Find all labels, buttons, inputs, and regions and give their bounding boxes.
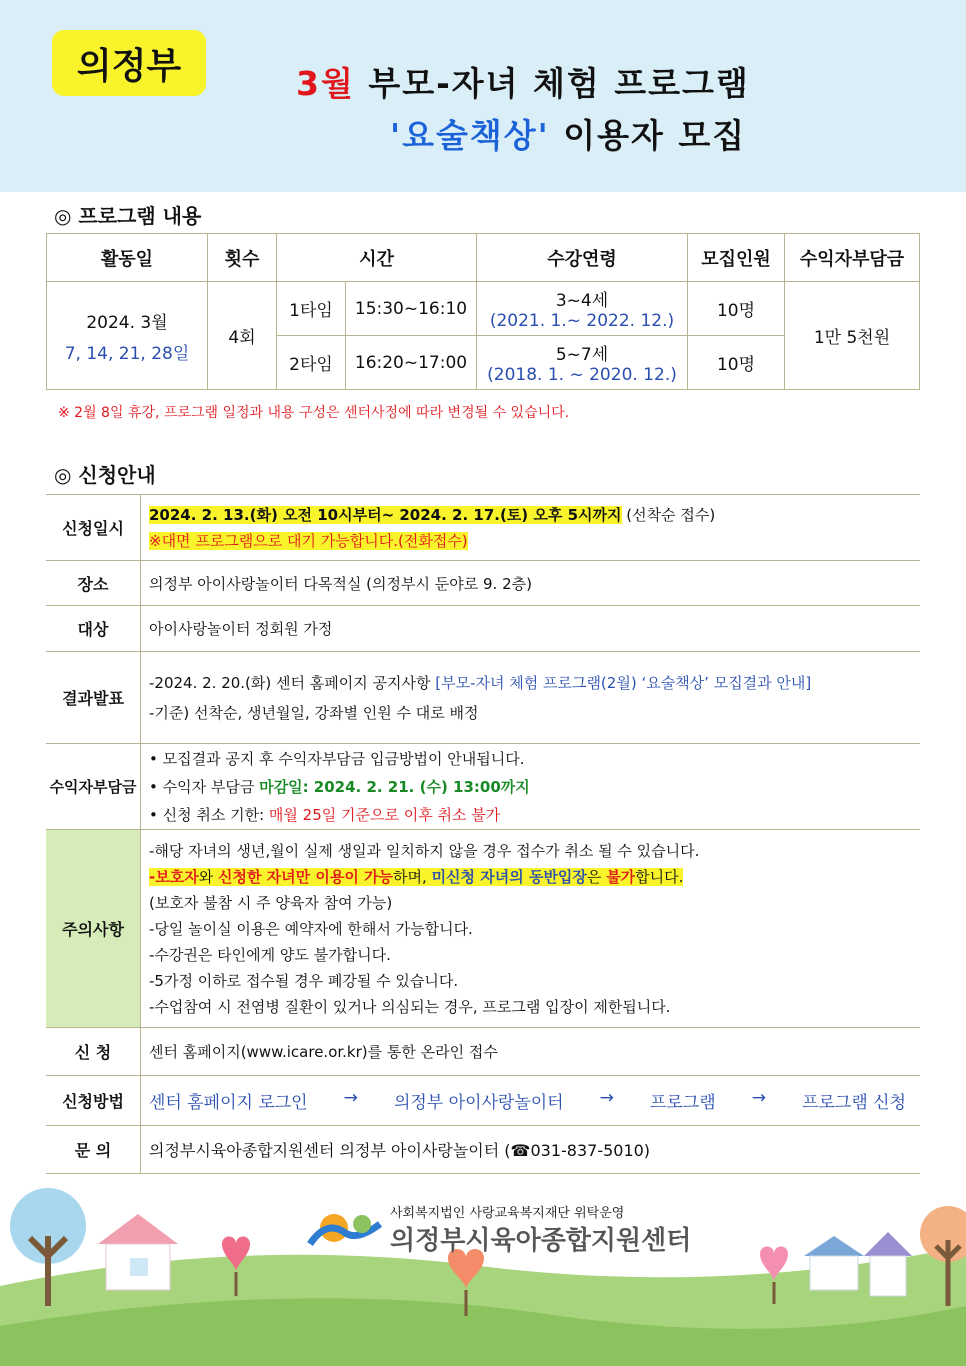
fee-label: 수익자부담금 xyxy=(46,744,141,830)
table-row xyxy=(46,1076,920,1126)
method-cell xyxy=(141,1076,921,1126)
slot-time: 16:20~17:00 xyxy=(346,336,477,390)
target-value: 아이사랑놀이터 정회원 가정 xyxy=(141,606,921,652)
caution-1: -해당 자녀의 생년,월이 실제 생일과 일치하지 않을 경우 접수가 취소 될 수 있습니다. xyxy=(149,841,700,860)
period-highlight: 2024. 2. 13.(화) 오전 10시부터~ 2024. 2. 17.(토) 오후 5시까지 xyxy=(149,505,622,524)
col-age: 수강연령 xyxy=(477,234,688,282)
header-banner xyxy=(0,0,966,192)
arrow-icon: → xyxy=(751,1088,766,1108)
caution-2 xyxy=(149,864,912,890)
result-notice-title: [부모-자녀 체험 프로그램(2월) ‘요술책상’ 모집결과 안내] xyxy=(435,673,812,692)
house-right-icon xyxy=(804,1232,912,1296)
table-row xyxy=(46,606,920,652)
logo-icon xyxy=(310,1214,380,1244)
step-login: 센터 홈페이지 로그인 xyxy=(149,1093,308,1113)
date-cell xyxy=(47,282,208,390)
caution-2-unregistered: 미신청 자녀의 동반입장 xyxy=(431,867,587,886)
table-row xyxy=(46,830,920,1028)
caution-4: -당일 놀이실 이용은 예약자에 한해서 가능합니다. xyxy=(149,919,473,938)
page-title-line2 xyxy=(390,110,746,157)
period-label: 신청일시 xyxy=(46,495,141,561)
caution-6: -5가정 이하로 접수될 경우 폐강될 수 있습니다. xyxy=(149,971,459,990)
caution-7: -수업참여 시 전염병 질환이 있거나 의심되는 경우, 프로그램 입장이 제한됩니다. xyxy=(149,997,671,1016)
table-row xyxy=(46,1028,920,1076)
fee-info-cell xyxy=(141,744,921,830)
section-title-program: ◎ 프로그램 내용 xyxy=(54,204,202,228)
contact-value: 의정부시육아종합지원센터 의정부 아이사랑놀이터 (☎031-837-5010) xyxy=(141,1126,921,1174)
col-count: 횟수 xyxy=(208,234,277,282)
col-time: 시간 xyxy=(277,234,477,282)
program-table-header xyxy=(47,234,920,282)
table-row xyxy=(46,1126,920,1174)
caution-2-allowed: 신청한 자녀만 이용이 가능 xyxy=(217,867,394,886)
title-line1-text: 부모-자녀 체험 프로그램 xyxy=(354,64,750,103)
method-label: 신청방법 xyxy=(46,1076,141,1126)
method-steps xyxy=(149,1088,912,1113)
caution-2-text: 하며, xyxy=(393,867,432,886)
slot-label: 1타임 xyxy=(277,282,346,336)
caution-3: (보호자 불참 시 주 양육자 참여 가능) xyxy=(149,893,393,912)
table-row xyxy=(46,744,920,830)
period-note: ※대면 프로그램으로 대기 가능합니다.(전화접수) xyxy=(149,531,468,550)
title-line2-text: 이용자 모집 xyxy=(549,116,747,155)
caution-5: -수강권은 타인에게 양도 불가합니다. xyxy=(149,945,391,964)
program-name: '요술책상' xyxy=(390,116,550,155)
caution-2-guardian: -보호자 xyxy=(149,867,199,886)
capacity-cell: 10명 xyxy=(688,282,785,336)
slot-label: 2타임 xyxy=(277,336,346,390)
program-table xyxy=(46,233,920,390)
caution-2-text: 은 xyxy=(586,867,607,886)
fee-line3: • 신청 취소 기한: xyxy=(149,805,269,824)
caution-2-text: 합니다. xyxy=(635,867,684,886)
result-cell xyxy=(141,652,921,744)
schedule-note: ※ 2월 8일 휴강, 프로그램 일정과 내용 구성은 센터사정에 따라 변경될 수 있습니다. xyxy=(58,405,570,421)
table-row xyxy=(46,495,920,561)
date-days: 7, 14, 21, 28일 xyxy=(64,343,190,364)
step-apply: 프로그램 신청 xyxy=(802,1093,906,1113)
result-line1: -2024. 2. 20.(화) 센터 홈페이지 공지사항 xyxy=(149,673,436,692)
caution-cell xyxy=(141,830,921,1028)
capacity-cell: 10명 xyxy=(688,336,785,390)
caution-2-text: 와 xyxy=(198,867,218,886)
result-line2: -기준) 선착순, 생년월일, 강좌별 인원 수 대로 배정 xyxy=(149,703,479,722)
step-playground: 의정부 아이사랑놀이터 xyxy=(393,1093,564,1113)
fee-line1: • 모집결과 공지 후 수익자부담금 입금방법이 안내됩니다. xyxy=(149,749,525,768)
arrow-icon: → xyxy=(599,1088,614,1108)
place-label: 장소 xyxy=(46,561,141,606)
house-left-icon xyxy=(98,1214,178,1290)
section-title-apply: ◎ 신청안내 xyxy=(54,463,156,487)
age-cell xyxy=(477,282,688,336)
col-capacity: 모집인원 xyxy=(688,234,785,282)
age-cell xyxy=(477,336,688,390)
arrow-icon: → xyxy=(343,1088,358,1108)
caution-2-not-allowed: 불가 xyxy=(606,867,636,886)
target-label: 대상 xyxy=(46,606,141,652)
operator-text: 사회복지법인 사랑교육복지재단 위탁운영 xyxy=(390,1206,625,1221)
fee-line2: • 수익자 부담금 xyxy=(149,777,260,796)
place-value: 의정부 아이사랑놀이터 다목적실 (의정부시 둔야로 9. 2층) xyxy=(141,561,921,606)
birth-range: (2018. 1. ~ 2020. 12.) xyxy=(487,365,677,385)
caution-label: 주의사항 xyxy=(46,830,141,1028)
title-month: 3월 xyxy=(296,64,355,103)
date-month: 2024. 3월 xyxy=(86,312,168,333)
page-title-line1 xyxy=(296,58,750,105)
contact-label: 문 의 xyxy=(46,1126,141,1174)
col-date: 활동일 xyxy=(47,234,208,282)
city-badge: 의정부 xyxy=(52,30,206,96)
period-cell xyxy=(141,495,921,561)
age-range: 3~4세 xyxy=(555,291,609,311)
count-cell: 4회 xyxy=(208,282,277,390)
cancel-deadline: 매월 25일 기준으로 이후 취소 불가 xyxy=(268,805,501,824)
fee-cell: 1만 5천원 xyxy=(785,282,920,390)
fee-deadline: 마감일: 2024. 2. 21. (수) 13:00까지 xyxy=(259,777,530,796)
table-row xyxy=(46,652,920,744)
table-row xyxy=(47,282,920,336)
step-program: 프로그램 xyxy=(649,1093,716,1113)
how-label: 신 청 xyxy=(46,1028,141,1076)
birth-range: (2021. 1.~ 2022. 12.) xyxy=(489,311,675,331)
apply-table xyxy=(46,494,920,1174)
age-range: 5~7세 xyxy=(555,345,609,365)
org-name: 의정부시육아종합지원센터 xyxy=(390,1226,692,1256)
result-label: 결과발표 xyxy=(46,652,141,744)
period-tail: (선착순 접수) xyxy=(621,505,716,524)
how-value: 센터 홈페이지(www.icare.or.kr)를 통한 온라인 접수 xyxy=(141,1028,921,1076)
table-row xyxy=(46,561,920,606)
col-fee: 수익자부담금 xyxy=(785,234,920,282)
slot-time: 15:30~16:10 xyxy=(346,282,477,336)
